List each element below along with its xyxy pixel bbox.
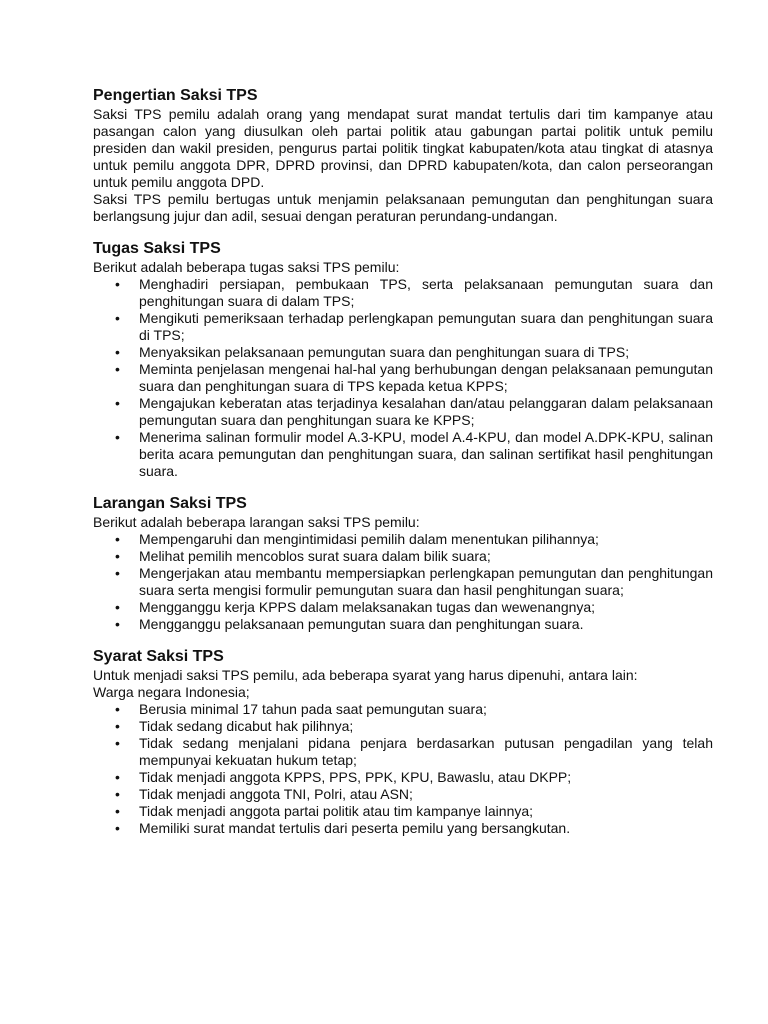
bullet-icon: •	[115, 310, 120, 326]
list-item: • Tidak sedang menjalani pidana penjara berdasarkan putusan pengadilan yang telah mempunyai kekuatan hukum tetap;	[115, 735, 713, 768]
section-intro: Berikut adalah beberapa tugas saksi TPS pemilu:	[93, 259, 400, 275]
bullet-icon: •	[115, 769, 120, 785]
section-heading: Syarat Saksi TPS	[93, 648, 224, 665]
bullet-icon: •	[115, 565, 120, 581]
section-heading: Pengertian Saksi TPS	[93, 87, 258, 104]
bullet-icon: •	[115, 548, 120, 564]
list-item: • Mengganggu kerja KPPS dalam melaksanakan tugas dan wewenangnya;	[115, 599, 596, 615]
section-tugas	[93, 239, 713, 480]
list-item: • Melihat pemilih mencoblos surat suara dalam bilik suara;	[115, 548, 491, 564]
section-larangan	[93, 494, 713, 633]
bullet-icon: •	[115, 429, 120, 445]
list-item: • Memiliki surat mandat tertulis dari peserta pemilu yang bersangkutan.	[115, 820, 571, 836]
section-pengertian	[93, 86, 713, 225]
list-item: • Berusia minimal 17 tahun pada saat pemungutan suara;	[115, 701, 487, 717]
bullet-icon: •	[115, 735, 120, 751]
bullet-icon: •	[115, 344, 120, 360]
bullet-icon: •	[115, 361, 120, 377]
section-heading: Larangan Saksi TPS	[93, 495, 247, 512]
bullet-icon: •	[115, 276, 120, 292]
bullet-list	[93, 276, 713, 480]
bullet-icon: •	[115, 531, 120, 547]
section-syarat	[93, 647, 713, 837]
list-item: • Menerima salinan formulir model A.3-KPU, model A.4-KPU, dan model A.DPK-KPU, salinan berita acara pemungutan dan penghitungan suara, dan salinan sertifikat hasil penghitungan suara.	[115, 429, 713, 479]
list-item: • Tidak menjadi anggota KPPS, PPS, PPK, KPU, Bawaslu, atau DKPP;	[115, 769, 572, 785]
section-intro-line: Warga negara Indonesia;	[93, 684, 250, 700]
bullet-icon: •	[115, 820, 120, 836]
list-item: • Tidak menjadi anggota TNI, Polri, atau ASN;	[115, 786, 413, 802]
list-item: • Mengganggu pelaksanaan pemungutan suara dan penghitungan suara.	[115, 616, 584, 632]
list-item: • Menghadiri persiapan, pembukaan TPS, serta pelaksanaan pemungutan suara dan penghitungan suara di dalam TPS;	[115, 276, 713, 309]
list-item: • Tidak menjadi anggota partai politik atau tim kampanye lainnya;	[115, 803, 534, 819]
list-item: • Tidak sedang dicabut hak pilihnya;	[115, 718, 354, 734]
list-item: • Mengikuti pemeriksaan terhadap perlengkapan pemungutan suara dan penghitungan suara di TPS;	[115, 310, 713, 343]
paragraph: Saksi TPS pemilu adalah orang yang mendapat surat mandat tertulis dari tim kampanye atau pasangan calon yang diusulkan oleh partai politik atau gabungan partai politik untuk pemilu presiden dan wakil presiden, pengurus partai politik tingkat kabupaten/kota atau tingkat di atasnya untuk pemilu anggota DPR, DPRD provinsi, dan DPRD kabupaten/kota, dan calon perseorangan untuk pemilu anggota DPD.	[93, 106, 713, 190]
bullet-list	[93, 701, 713, 837]
list-item: • Menyaksikan pelaksanaan pemungutan suara dan penghitungan suara di TPS;	[115, 344, 630, 360]
bullet-icon: •	[115, 803, 120, 819]
bullet-icon: •	[115, 395, 120, 411]
section-heading: Tugas Saksi TPS	[93, 240, 221, 257]
bullet-list	[93, 531, 713, 633]
section-intro: Berikut adalah beberapa larangan saksi TPS pemilu:	[93, 514, 420, 530]
list-item: • Mengerjakan atau membantu mempersiapkan perlengkapan pemungutan dan penghitungan suara serta mengisi formulir pemungutan suara dan hasil penghitungan suara;	[115, 565, 713, 598]
bullet-icon: •	[115, 599, 120, 615]
list-item: • Mengajukan keberatan atas terjadinya kesalahan dan/atau pelanggaran dalam pelaksanaan pemungutan suara dan penghitungan suara ke KPPS;	[115, 395, 713, 428]
paragraph: Saksi TPS pemilu bertugas untuk menjamin pelaksanaan pemungutan dan penghitungan suara berlangsung jujur dan adil, sesuai dengan peraturan perundang-undangan.	[93, 191, 713, 224]
bullet-icon: •	[115, 718, 120, 734]
bullet-icon: •	[115, 616, 120, 632]
bullet-icon: •	[115, 701, 120, 717]
section-intro: Untuk menjadi saksi TPS pemilu, ada beberapa syarat yang harus dipenuhi, antara lain:	[93, 667, 638, 683]
list-item: • Mempengaruhi dan mengintimidasi pemilih dalam menentukan pilihannya;	[115, 531, 599, 547]
bullet-icon: •	[115, 786, 120, 802]
list-item: • Meminta penjelasan mengenai hal-hal yang berhubungan dengan pelaksanaan pemungutan suara dan penghitungan suara di TPS kepada ketua KPPS;	[115, 361, 713, 394]
